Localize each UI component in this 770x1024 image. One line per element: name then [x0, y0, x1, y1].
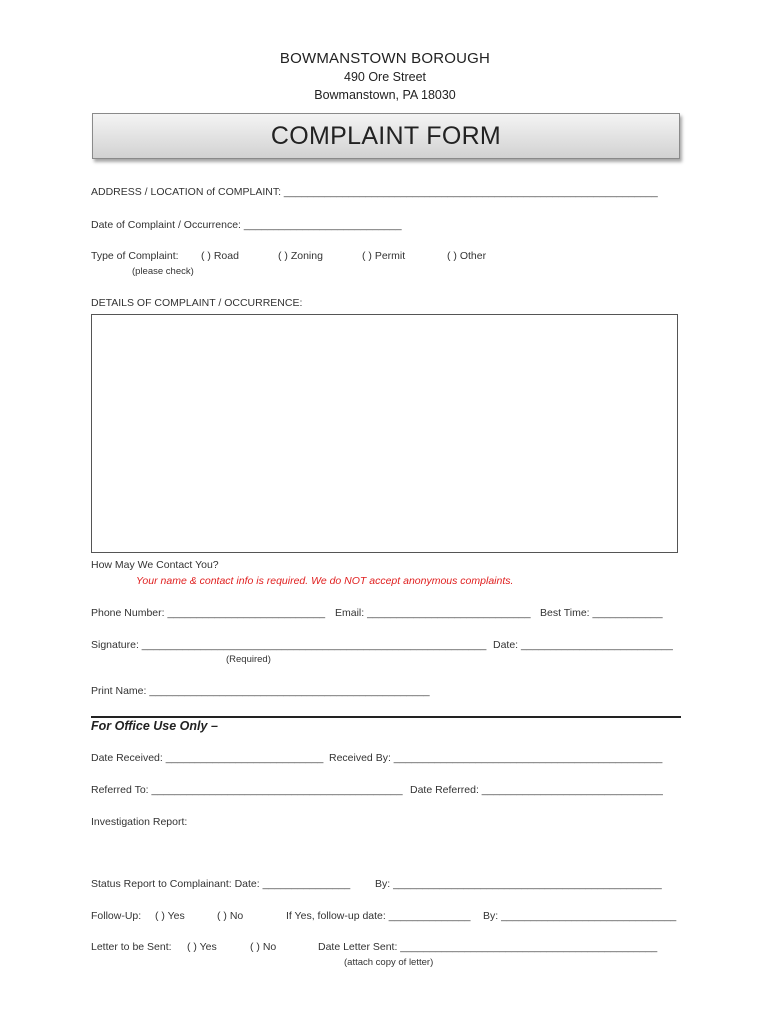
followup-date-field[interactable]: If Yes, follow-up date: ______________: [286, 910, 471, 922]
address-field[interactable]: ADDRESS / LOCATION of COMPLAINT: ________________________________________________________________: [91, 186, 658, 198]
signature-required-note: (Required): [226, 654, 271, 665]
type-zoning-checkbox[interactable]: ( ) Zoning: [278, 250, 323, 262]
received-row: [0, 752, 770, 766]
print-name-field[interactable]: Print Name: ________________________________________________: [91, 685, 430, 697]
date-letter-sent-field[interactable]: Date Letter Sent: ____________________________________________: [318, 941, 658, 953]
form-title-banner: [92, 113, 680, 159]
status-report-by-field[interactable]: By: ______________________________________________: [375, 878, 662, 890]
referred-row: [0, 784, 770, 798]
status-report-date-field[interactable]: Status Report to Complainant: Date: _______________: [91, 878, 351, 890]
anonymous-notice: Your name & contact info is required. We do NOT accept anonymous complaints.: [136, 575, 514, 587]
signature-row: [0, 639, 770, 653]
followup-by-field[interactable]: By: ______________________________: [483, 910, 677, 922]
date-of-complaint-field[interactable]: Date of Complaint / Occurrence: ___________________________: [91, 219, 402, 231]
complaint-type-hint: (please check): [132, 266, 194, 277]
date-received-field[interactable]: Date Received: ___________________________: [91, 752, 324, 764]
type-permit-checkbox[interactable]: ( ) Permit: [362, 250, 406, 262]
letter-label: Letter to be Sent:: [91, 941, 172, 953]
phone-field[interactable]: Phone Number: ___________________________: [91, 607, 326, 619]
letter-row: [0, 941, 770, 955]
office-use-heading: For Office Use Only –: [91, 719, 218, 733]
details-textarea[interactable]: [91, 314, 678, 553]
referred-to-field[interactable]: Referred To: ___________________________________________: [91, 784, 403, 796]
email-field[interactable]: Email: ____________________________: [335, 607, 531, 619]
attach-letter-note: (attach copy of letter): [344, 957, 434, 968]
type-road-checkbox[interactable]: ( ) Road: [201, 250, 239, 262]
best-time-field[interactable]: Best Time: ____________: [540, 607, 663, 619]
followup-row: [0, 910, 770, 924]
complaint-type-label: Type of Complaint:: [91, 250, 179, 262]
signature-field[interactable]: Signature: ___________________________________________________________: [91, 639, 487, 651]
status-row: [0, 878, 770, 892]
complaint-type-row: [0, 250, 770, 264]
office-divider: [91, 716, 681, 718]
followup-yes-checkbox[interactable]: ( ) Yes: [155, 910, 185, 922]
org-street: 490 Ore Street: [344, 70, 426, 84]
contact-row: [0, 607, 770, 621]
contact-heading: How May We Contact You?: [91, 559, 219, 571]
received-by-field[interactable]: Received By: ______________________________________________: [329, 752, 663, 764]
letter-yes-checkbox[interactable]: ( ) Yes: [187, 941, 217, 953]
form-title: COMPLAINT FORM: [270, 121, 502, 150]
details-label: DETAILS OF COMPLAINT / OCCURRENCE:: [91, 297, 303, 309]
signature-date-field[interactable]: Date: __________________________: [493, 639, 673, 651]
type-other-checkbox[interactable]: ( ) Other: [447, 250, 487, 262]
letter-no-checkbox[interactable]: ( ) No: [250, 941, 277, 953]
org-name: BOWMANSTOWN BOROUGH: [279, 50, 491, 67]
followup-label: Follow-Up:: [91, 910, 142, 922]
org-city: Bowmanstown, PA 18030: [314, 88, 456, 102]
investigation-report-label: Investigation Report:: [91, 816, 188, 828]
date-referred-field[interactable]: Date Referred: _______________________________: [410, 784, 663, 796]
followup-no-checkbox[interactable]: ( ) No: [217, 910, 244, 922]
